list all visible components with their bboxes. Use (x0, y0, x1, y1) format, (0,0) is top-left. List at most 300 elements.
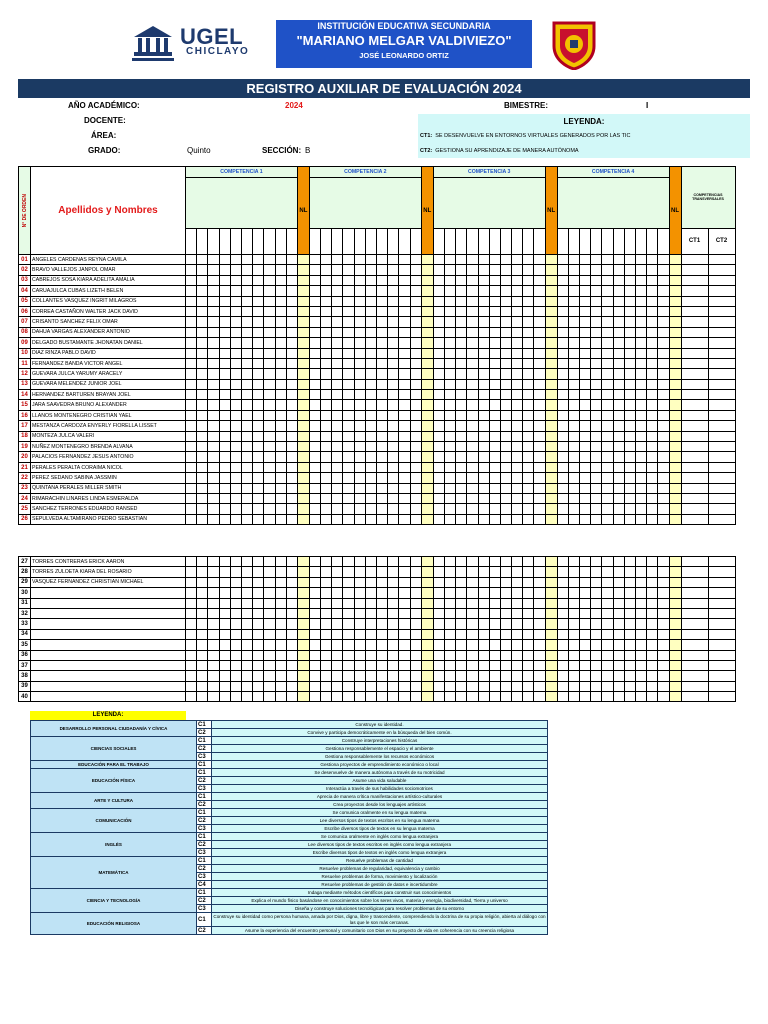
grade-cell[interactable] (253, 608, 264, 618)
grade-cell[interactable] (456, 338, 467, 348)
grade-cell[interactable] (647, 442, 658, 452)
grade-cell[interactable] (365, 598, 376, 608)
grade-cell[interactable] (444, 567, 455, 577)
grade-cell[interactable] (444, 286, 455, 296)
grade-cell[interactable] (230, 462, 241, 472)
nl-cell[interactable] (421, 681, 433, 691)
grade-cell[interactable] (635, 483, 646, 493)
criterion-cell[interactable] (186, 228, 197, 254)
grade-cell[interactable] (534, 296, 545, 306)
grade-cell[interactable] (241, 608, 252, 618)
grade-cell[interactable] (557, 390, 568, 400)
grade-cell[interactable] (591, 660, 602, 670)
grade-cell[interactable] (343, 608, 354, 618)
grade-cell[interactable] (647, 317, 658, 327)
grade-cell[interactable] (388, 473, 399, 483)
grade-cell[interactable] (186, 442, 197, 452)
grade-cell[interactable] (658, 671, 669, 681)
grade-cell[interactable] (534, 462, 545, 472)
grade-cell[interactable] (624, 483, 635, 493)
ct-cell[interactable] (708, 619, 735, 629)
nl-cell[interactable] (421, 379, 433, 389)
criterion-cell[interactable] (580, 228, 591, 254)
nl-cell[interactable] (545, 473, 557, 483)
grade-cell[interactable] (399, 681, 410, 691)
grade-cell[interactable] (557, 567, 568, 577)
grade-cell[interactable] (647, 379, 658, 389)
grade-cell[interactable] (591, 265, 602, 275)
grade-cell[interactable] (186, 608, 197, 618)
nl-cell[interactable] (297, 473, 309, 483)
grade-cell[interactable] (321, 317, 332, 327)
grade-cell[interactable] (591, 577, 602, 587)
nl-cell[interactable] (297, 296, 309, 306)
grade-cell[interactable] (219, 681, 230, 691)
nl-cell[interactable] (421, 327, 433, 337)
grade-cell[interactable] (433, 640, 444, 650)
grade-cell[interactable] (377, 681, 388, 691)
ct-cell[interactable] (708, 473, 735, 483)
grade-cell[interactable] (580, 358, 591, 368)
criterion-cell[interactable] (399, 228, 410, 254)
grade-cell[interactable] (500, 640, 511, 650)
grade-cell[interactable] (624, 317, 635, 327)
grade-cell[interactable] (208, 421, 219, 431)
grade-cell[interactable] (647, 557, 658, 567)
nl-cell[interactable] (545, 390, 557, 400)
ct-cell[interactable] (708, 327, 735, 337)
grade-cell[interactable] (489, 421, 500, 431)
grade-cell[interactable] (523, 400, 534, 410)
grade-cell[interactable] (241, 442, 252, 452)
grade-cell[interactable] (568, 410, 579, 420)
nl-cell[interactable] (297, 692, 309, 702)
grade-cell[interactable] (219, 452, 230, 462)
grade-cell[interactable] (467, 640, 478, 650)
nl-cell[interactable] (545, 348, 557, 358)
grade-cell[interactable] (658, 296, 669, 306)
grade-cell[interactable] (410, 483, 421, 493)
grade-cell[interactable] (580, 390, 591, 400)
grade-cell[interactable] (523, 692, 534, 702)
grade-cell[interactable] (557, 369, 568, 379)
grade-cell[interactable] (343, 390, 354, 400)
grade-cell[interactable] (523, 588, 534, 598)
grade-cell[interactable] (523, 348, 534, 358)
grade-cell[interactable] (354, 567, 365, 577)
grade-cell[interactable] (456, 442, 467, 452)
grade-cell[interactable] (343, 598, 354, 608)
grade-cell[interactable] (377, 483, 388, 493)
grade-cell[interactable] (467, 400, 478, 410)
grade-cell[interactable] (286, 265, 297, 275)
grade-cell[interactable] (332, 619, 343, 629)
nl-cell[interactable] (669, 431, 681, 441)
grade-cell[interactable] (253, 265, 264, 275)
grade-cell[interactable] (264, 275, 275, 285)
nl-cell[interactable] (297, 514, 309, 524)
grade-cell[interactable] (354, 650, 365, 660)
grade-cell[interactable] (208, 629, 219, 639)
grade-cell[interactable] (557, 410, 568, 420)
grade-cell[interactable] (230, 681, 241, 691)
grade-cell[interactable] (591, 255, 602, 265)
grade-cell[interactable] (444, 619, 455, 629)
grade-cell[interactable] (602, 317, 613, 327)
grade-cell[interactable] (500, 275, 511, 285)
grade-cell[interactable] (580, 557, 591, 567)
grade-cell[interactable] (365, 577, 376, 587)
ct-cell[interactable] (681, 338, 708, 348)
grade-cell[interactable] (489, 493, 500, 503)
nl-cell[interactable] (669, 504, 681, 514)
nl-cell[interactable] (421, 410, 433, 420)
criterion-cell[interactable] (523, 228, 534, 254)
grade-cell[interactable] (568, 577, 579, 587)
grade-cell[interactable] (388, 358, 399, 368)
grade-cell[interactable] (635, 514, 646, 524)
nl-cell[interactable] (421, 608, 433, 618)
ct-cell[interactable] (681, 410, 708, 420)
ct-cell[interactable] (708, 410, 735, 420)
grade-cell[interactable] (444, 275, 455, 285)
grade-cell[interactable] (275, 504, 286, 514)
grade-cell[interactable] (500, 338, 511, 348)
grade-cell[interactable] (208, 442, 219, 452)
grade-cell[interactable] (534, 514, 545, 524)
grade-cell[interactable] (568, 421, 579, 431)
grade-cell[interactable] (624, 577, 635, 587)
grade-cell[interactable] (388, 660, 399, 670)
grade-cell[interactable] (332, 681, 343, 691)
grade-cell[interactable] (624, 504, 635, 514)
grade-cell[interactable] (197, 390, 208, 400)
grade-cell[interactable] (557, 629, 568, 639)
nl-cell[interactable] (545, 650, 557, 660)
grade-cell[interactable] (275, 400, 286, 410)
ct-cell[interactable] (708, 692, 735, 702)
nl-cell[interactable] (297, 567, 309, 577)
grade-cell[interactable] (410, 317, 421, 327)
grade-cell[interactable] (591, 286, 602, 296)
grade-cell[interactable] (377, 265, 388, 275)
grade-cell[interactable] (568, 275, 579, 285)
grade-cell[interactable] (309, 348, 320, 358)
ct-cell[interactable] (681, 296, 708, 306)
grade-cell[interactable] (197, 504, 208, 514)
nl-cell[interactable] (421, 462, 433, 472)
grade-cell[interactable] (523, 358, 534, 368)
grade-cell[interactable] (444, 629, 455, 639)
grade-cell[interactable] (253, 473, 264, 483)
grade-cell[interactable] (658, 410, 669, 420)
grade-cell[interactable] (602, 275, 613, 285)
nl-cell[interactable] (297, 452, 309, 462)
grade-cell[interactable] (512, 442, 523, 452)
grade-cell[interactable] (433, 660, 444, 670)
grade-cell[interactable] (410, 390, 421, 400)
grade-cell[interactable] (388, 493, 399, 503)
grade-cell[interactable] (647, 296, 658, 306)
grade-cell[interactable] (365, 358, 376, 368)
grade-cell[interactable] (534, 255, 545, 265)
grade-cell[interactable] (332, 255, 343, 265)
grade-cell[interactable] (444, 317, 455, 327)
grade-cell[interactable] (647, 671, 658, 681)
grade-cell[interactable] (264, 619, 275, 629)
grade-cell[interactable] (197, 410, 208, 420)
nl-cell[interactable] (545, 306, 557, 316)
grade-cell[interactable] (478, 390, 489, 400)
grade-cell[interactable] (613, 275, 624, 285)
grade-cell[interactable] (219, 265, 230, 275)
grade-cell[interactable] (478, 306, 489, 316)
grade-cell[interactable] (197, 452, 208, 462)
grade-cell[interactable] (568, 483, 579, 493)
grade-cell[interactable] (658, 452, 669, 462)
grade-cell[interactable] (580, 514, 591, 524)
grade-cell[interactable] (343, 504, 354, 514)
grade-cell[interactable] (647, 660, 658, 670)
grade-cell[interactable] (456, 619, 467, 629)
grade-cell[interactable] (478, 431, 489, 441)
grade-cell[interactable] (568, 327, 579, 337)
grade-cell[interactable] (523, 306, 534, 316)
grade-cell[interactable] (456, 473, 467, 483)
nl-cell[interactable] (421, 275, 433, 285)
grade-cell[interactable] (343, 588, 354, 598)
grade-cell[interactable] (635, 369, 646, 379)
grade-cell[interactable] (568, 452, 579, 462)
grade-cell[interactable] (580, 317, 591, 327)
grade-cell[interactable] (208, 400, 219, 410)
grade-cell[interactable] (399, 567, 410, 577)
grade-cell[interactable] (241, 421, 252, 431)
grade-cell[interactable] (186, 640, 197, 650)
criterion-cell[interactable] (534, 228, 545, 254)
grade-cell[interactable] (332, 431, 343, 441)
grade-cell[interactable] (286, 379, 297, 389)
grade-cell[interactable] (388, 296, 399, 306)
grade-cell[interactable] (286, 348, 297, 358)
grade-cell[interactable] (309, 265, 320, 275)
grade-cell[interactable] (410, 514, 421, 524)
grade-cell[interactable] (377, 608, 388, 618)
grade-cell[interactable] (613, 431, 624, 441)
grade-cell[interactable] (264, 327, 275, 337)
grade-cell[interactable] (275, 286, 286, 296)
grade-cell[interactable] (354, 514, 365, 524)
grade-cell[interactable] (186, 338, 197, 348)
grade-cell[interactable] (647, 390, 658, 400)
nl-cell[interactable] (421, 390, 433, 400)
grade-cell[interactable] (208, 369, 219, 379)
grade-cell[interactable] (286, 681, 297, 691)
nl-cell[interactable] (669, 619, 681, 629)
grade-cell[interactable] (456, 462, 467, 472)
grade-cell[interactable] (602, 442, 613, 452)
grade-cell[interactable] (309, 473, 320, 483)
grade-cell[interactable] (186, 483, 197, 493)
grade-cell[interactable] (309, 358, 320, 368)
grade-cell[interactable] (500, 379, 511, 389)
grade-cell[interactable] (635, 598, 646, 608)
grade-cell[interactable] (591, 358, 602, 368)
grade-cell[interactable] (658, 421, 669, 431)
grade-cell[interactable] (456, 692, 467, 702)
grade-cell[interactable] (197, 557, 208, 567)
grade-cell[interactable] (478, 588, 489, 598)
grade-cell[interactable] (489, 442, 500, 452)
grade-cell[interactable] (321, 379, 332, 389)
grade-cell[interactable] (467, 390, 478, 400)
grade-cell[interactable] (309, 650, 320, 660)
grade-cell[interactable] (332, 483, 343, 493)
nl-cell[interactable] (669, 473, 681, 483)
grade-cell[interactable] (230, 400, 241, 410)
grade-cell[interactable] (512, 692, 523, 702)
grade-cell[interactable] (534, 348, 545, 358)
grade-cell[interactable] (467, 619, 478, 629)
grade-cell[interactable] (433, 296, 444, 306)
grade-cell[interactable] (523, 431, 534, 441)
grade-cell[interactable] (534, 421, 545, 431)
grade-cell[interactable] (275, 327, 286, 337)
ct-cell[interactable] (681, 369, 708, 379)
grade-cell[interactable] (478, 504, 489, 514)
grade-cell[interactable] (219, 390, 230, 400)
grade-cell[interactable] (332, 317, 343, 327)
grade-cell[interactable] (523, 640, 534, 650)
grade-cell[interactable] (230, 421, 241, 431)
grade-cell[interactable] (658, 493, 669, 503)
grade-cell[interactable] (309, 660, 320, 670)
grade-cell[interactable] (467, 577, 478, 587)
grade-cell[interactable] (230, 629, 241, 639)
grade-cell[interactable] (399, 390, 410, 400)
grade-cell[interactable] (186, 619, 197, 629)
grade-cell[interactable] (343, 557, 354, 567)
grade-cell[interactable] (354, 588, 365, 598)
grade-cell[interactable] (286, 255, 297, 265)
criterion-cell[interactable] (354, 228, 365, 254)
nl-cell[interactable] (669, 640, 681, 650)
grade-cell[interactable] (377, 442, 388, 452)
grade-cell[interactable] (309, 317, 320, 327)
grade-cell[interactable] (388, 598, 399, 608)
grade-cell[interactable] (354, 265, 365, 275)
grade-cell[interactable] (286, 629, 297, 639)
grade-cell[interactable] (467, 629, 478, 639)
nl-cell[interactable] (669, 598, 681, 608)
nl-cell[interactable] (669, 421, 681, 431)
grade-cell[interactable] (264, 608, 275, 618)
grade-cell[interactable] (613, 410, 624, 420)
grade-cell[interactable] (377, 692, 388, 702)
grade-cell[interactable] (377, 640, 388, 650)
grade-cell[interactable] (534, 567, 545, 577)
grade-cell[interactable] (343, 400, 354, 410)
grade-cell[interactable] (343, 348, 354, 358)
grade-cell[interactable] (365, 692, 376, 702)
grade-cell[interactable] (580, 369, 591, 379)
grade-cell[interactable] (286, 493, 297, 503)
grade-cell[interactable] (512, 431, 523, 441)
grade-cell[interactable] (512, 598, 523, 608)
grade-cell[interactable] (321, 671, 332, 681)
grade-cell[interactable] (264, 410, 275, 420)
grade-cell[interactable] (602, 379, 613, 389)
grade-cell[interactable] (197, 640, 208, 650)
grade-cell[interactable] (241, 640, 252, 650)
grade-cell[interactable] (534, 629, 545, 639)
grade-cell[interactable] (264, 317, 275, 327)
grade-cell[interactable] (219, 358, 230, 368)
grade-cell[interactable] (186, 306, 197, 316)
grade-cell[interactable] (208, 660, 219, 670)
grade-cell[interactable] (580, 286, 591, 296)
ct-cell[interactable] (681, 317, 708, 327)
grade-cell[interactable] (444, 369, 455, 379)
grade-cell[interactable] (230, 431, 241, 441)
grade-cell[interactable] (613, 514, 624, 524)
grade-cell[interactable] (467, 369, 478, 379)
grade-cell[interactable] (602, 265, 613, 275)
grade-cell[interactable] (264, 692, 275, 702)
grade-cell[interactable] (208, 275, 219, 285)
grade-cell[interactable] (399, 275, 410, 285)
grade-cell[interactable] (591, 348, 602, 358)
grade-cell[interactable] (500, 567, 511, 577)
grade-cell[interactable] (557, 442, 568, 452)
grade-cell[interactable] (388, 255, 399, 265)
grade-cell[interactable] (489, 681, 500, 691)
nl-cell[interactable] (421, 660, 433, 670)
grade-cell[interactable] (197, 379, 208, 389)
grade-cell[interactable] (635, 462, 646, 472)
grade-cell[interactable] (433, 348, 444, 358)
grade-cell[interactable] (253, 577, 264, 587)
grade-cell[interactable] (343, 577, 354, 587)
grade-cell[interactable] (489, 317, 500, 327)
grade-cell[interactable] (410, 557, 421, 567)
grade-cell[interactable] (456, 567, 467, 577)
ct-cell[interactable] (681, 379, 708, 389)
grade-cell[interactable] (534, 692, 545, 702)
grade-cell[interactable] (478, 348, 489, 358)
grade-cell[interactable] (557, 557, 568, 567)
nl-cell[interactable] (545, 588, 557, 598)
grade-cell[interactable] (580, 275, 591, 285)
grade-cell[interactable] (568, 514, 579, 524)
grade-cell[interactable] (275, 317, 286, 327)
grade-cell[interactable] (613, 452, 624, 462)
grade-cell[interactable] (219, 598, 230, 608)
grade-cell[interactable] (613, 369, 624, 379)
grade-cell[interactable] (580, 327, 591, 337)
grade-cell[interactable] (602, 681, 613, 691)
grade-cell[interactable] (377, 473, 388, 483)
nl-cell[interactable] (297, 379, 309, 389)
ct-cell[interactable] (681, 629, 708, 639)
grade-cell[interactable] (365, 462, 376, 472)
grade-cell[interactable] (286, 567, 297, 577)
grade-cell[interactable] (253, 431, 264, 441)
grade-cell[interactable] (197, 619, 208, 629)
grade-cell[interactable] (433, 567, 444, 577)
nl-cell[interactable] (421, 317, 433, 327)
grade-cell[interactable] (568, 692, 579, 702)
